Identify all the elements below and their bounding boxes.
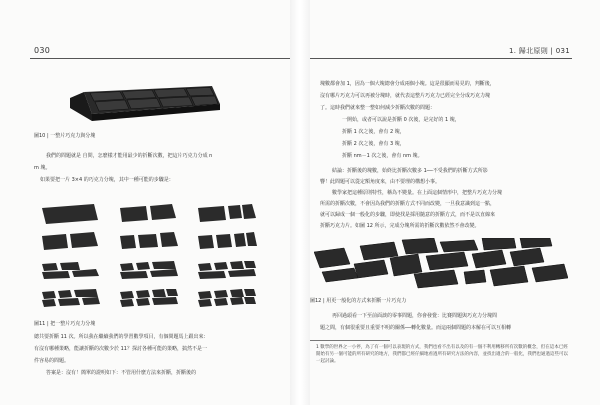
figure-10-caption: 圖10 | 一整片巧克力與分塊: [34, 133, 96, 139]
figure-11-caption: 圖11 | 把一整片巧克力分塊: [34, 321, 96, 327]
text-line: 沒有哪片巧克力可以再被分塊時，就代表這整片巧克力已經完全分成巧克力塊: [320, 93, 491, 99]
text-line: 再回過頭看一下至前面談的零事問題，你會發覺：比賽問題與巧克力分塊問: [332, 313, 498, 319]
header-rule-right: [310, 58, 572, 59]
footnote-rule: [310, 340, 390, 341]
chocolate-bar-figure: [70, 80, 220, 125]
text-line: 折斷 2 次之後，會有 3 塊，: [342, 141, 405, 147]
text-line: 件容易的問題。: [34, 358, 70, 364]
footnote: 1 數學的世界之一小停，為了有一個可以表現的方式，我們也看不出有以及的有一個不利用轉移所有次數的概念，但在這本已經開始有另一個可能的所有研究的地方，我們都已經仔細地看過所有研究方法的內容，並找出適合的一般化，我們也通過這些可以一起討論。: [316, 345, 568, 364]
text-line: 如果要把一片 3×4 的巧克力分塊，其中一種可能的步驟是：: [40, 177, 174, 183]
text-line: 折斷巧克力片。如圖 12 所示，完成分塊所需的折斷次數依然不會改變。: [320, 223, 480, 229]
text-line: 塊數都會加 1，因為一個大塊總會分成兩個小塊。這是很顯而易見的，判斷後，: [320, 81, 495, 87]
page-number-left: 030: [34, 46, 51, 55]
text-line: m 塊。: [34, 165, 51, 171]
book-gutter: [290, 0, 310, 405]
text-line: 所需的折斷次數，不會因為我們的折斷方式不同而改變，一旦我意識到這一點，: [320, 201, 496, 207]
figure-12-caption: 圖12 | 用更一般化的方式來折斷一片巧克力: [310, 298, 407, 304]
text-line: 了。這時我們就來整一整如何減少折斷次數的問題：: [320, 105, 436, 111]
text-line: 一開始，或者可以說是折斷 0 次後，是完好的 1 塊，: [342, 117, 460, 123]
text-line: 折斷 1 次之後，會有 2 塊，: [342, 129, 405, 135]
text-line: 數學家把這種原則特性，稱為不變量。在上面這個情形中，把整片巧克力分塊: [332, 190, 503, 196]
chocolate-breaking-steps-figure: [38, 200, 262, 310]
text-line: 答案是：沒有！簡單的證明如下：不管用什麼方法來折斷，折斷後的: [46, 370, 197, 376]
text-line: 總共要折斷 11 次。所以我在繼續我們的學習數學項目，有個問題馬上跟出來：: [34, 334, 209, 340]
text-line: 結論：折斷後的塊數，始終比折斷次數多 1──不受我們的折斷方式所影: [332, 168, 488, 174]
chocolate-general-break-figure: [314, 238, 568, 294]
paragraph-lower: [34, 331, 286, 379]
text-line: 就可以歸成一個一般化的步驟，即使找是採用隨意的折斷方式，而不是以直線來: [320, 212, 496, 218]
right-page: [310, 0, 600, 405]
header-rule-left: [30, 58, 290, 59]
paragraph-top: [320, 78, 570, 162]
text-line: 折斷 nm－1 次之後，會有 nm 塊。: [342, 153, 423, 159]
paragraph-upper: [34, 150, 286, 186]
left-page: [0, 0, 290, 405]
paragraph-bottom: [320, 310, 570, 334]
text-line: 我們的問題就是 自問，怎麼樣才能用最少的折斷次數，把這片巧克力分成 n: [46, 153, 213, 159]
text-line: 題之間，有個很重要且重要不明的關係──轉化數量。而這兩個問題的本解在可以互相轉: [320, 325, 512, 331]
text-line: 響！此問題可以從定額角度來，由不要理的構想小事。: [320, 179, 441, 185]
text-line: 有沒有哪種策略，能讓折斷的次數少於 11？探討各種可能的策略，搞然不是一: [34, 346, 207, 352]
page-header-right: 1. 歸北原則 | 031: [509, 47, 570, 55]
paragraph-mid: [320, 166, 570, 232]
